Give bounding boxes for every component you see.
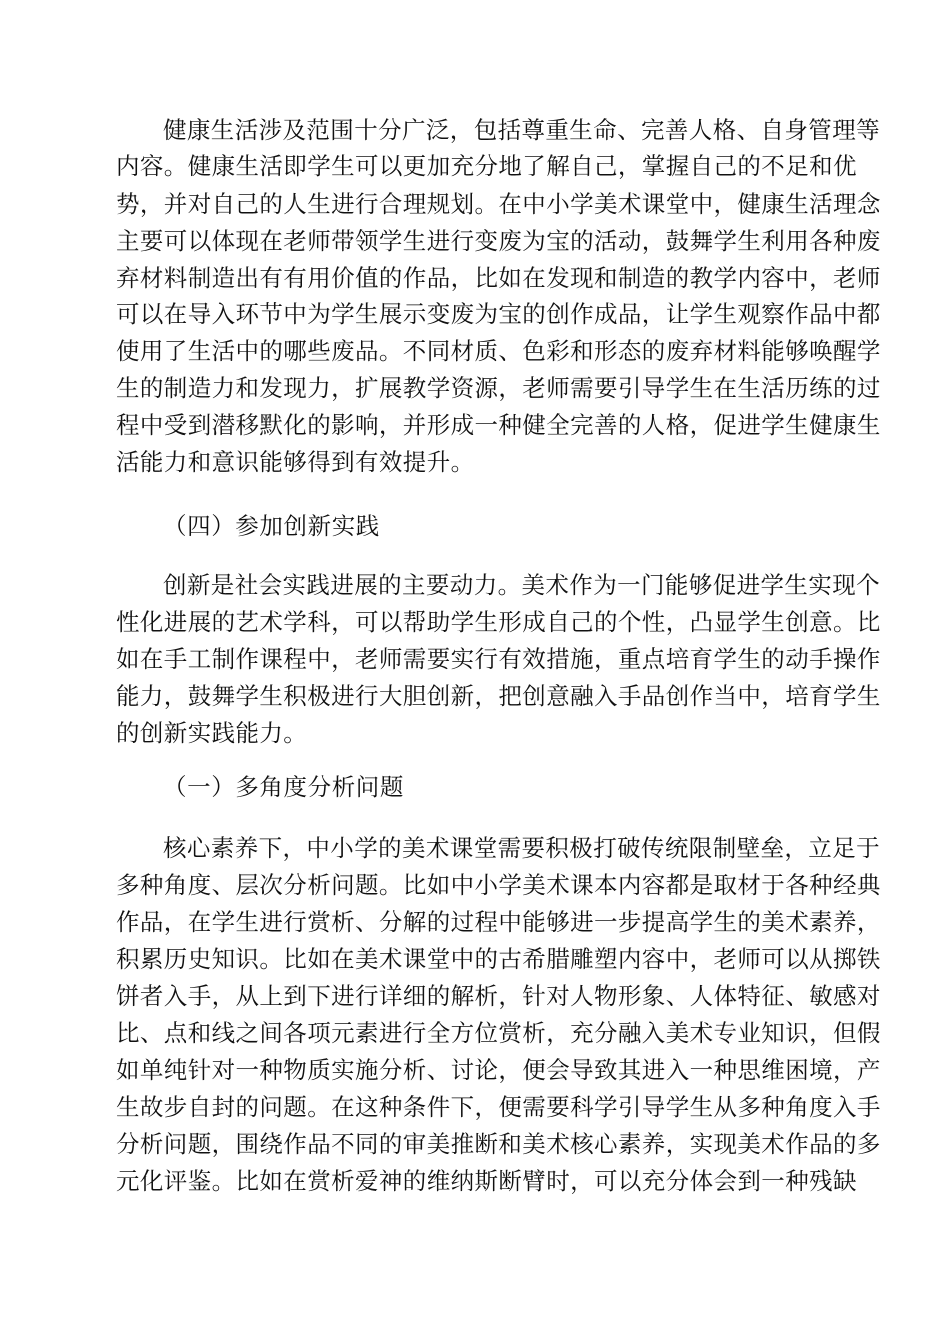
paragraph-3-line-7: 如单纯针对一种物质实施分析、讨论，便会导致其进入一种思维困境，产 xyxy=(116,1056,881,1084)
paragraph-3-line-1: 核心素养下，中小学的美术课堂需要积极打破传统限制壁垒，立足于 xyxy=(163,834,880,862)
paragraph-1-line-5: 弃材料制造出有有用价值的作品，比如在发现和制造的教学内容中，老师 xyxy=(116,264,881,292)
paragraph-1-line-10: 活能力和意识能够得到有效提升。 xyxy=(116,448,475,476)
paragraph-1-line-2: 内容。健康生活即学生可以更加充分地了解自己，掌握自己的不足和优 xyxy=(116,152,857,180)
paragraph-3-line-4: 积累历史知识。比如在美术课堂中的古希腊雕塑内容中，老师可以从掷铁 xyxy=(116,945,881,973)
paragraph-3-line-2: 多种角度、层次分析问题。比如中小学美术课本内容都是取材于各种经典 xyxy=(116,871,881,899)
paragraph-3-line-9: 分析问题，围绕作品不同的审美推断和美术核心素养，实现美术作品的多 xyxy=(116,1130,881,1158)
paragraph-1-line-1: 健康生活涉及范围十分广泛，包括尊重生命、完善人格、自身管理等 xyxy=(163,116,880,144)
paragraph-3-line-5: 饼者入手，从上到下进行详细的解析，针对人物形象、人体特征、敏感对 xyxy=(116,982,881,1010)
paragraph-1-line-8: 生的制造力和发现力，扩展教学资源，老师需要引导学生在生活历练的过 xyxy=(116,374,881,402)
paragraph-2-line-1: 创新是社会实践进展的主要动力。美术作为一门能够促进学生实现个 xyxy=(163,571,880,599)
paragraph-2-line-4: 能力，鼓舞学生积极进行大胆创新，把创意融入手品创作当中，培育学生 xyxy=(116,682,881,710)
paragraph-2-line-3: 如在手工制作课程中，老师需要实行有效措施，重点培育学生的动手操作 xyxy=(116,645,881,673)
paragraph-1-line-7: 使用了生活中的哪些废品。不同材质、色彩和形态的废弃材料能够唤醒学 xyxy=(116,337,881,365)
paragraph-1-line-3: 势，并对自己的人生进行合理规划。在中小学美术课堂中，健康生活理念 xyxy=(116,190,881,218)
paragraph-3-line-6: 比、点和线之间各项元素进行全方位赏析，充分融入美术专业知识，但假 xyxy=(116,1019,881,1047)
paragraph-3-line-10: 元化评鉴。比如在赏析爱神的维纳斯断臂时，可以充分体会到一种残缺 xyxy=(116,1167,857,1195)
paragraph-3-line-8: 生故步自封的问题。在这种条件下，便需要科学引导学生从多种角度入手 xyxy=(116,1093,881,1121)
paragraph-1-line-6: 可以在导入环节中为学生展示变废为宝的创作成品，让学生观察作品中都 xyxy=(116,300,881,328)
paragraph-1-line-4: 主要可以体现在老师带领学生进行变废为宝的活动，鼓舞学生利用各种废 xyxy=(116,227,881,255)
paragraph-2-line-2: 性化进展的艺术学科，可以帮助学生形成自己的个性，凸显学生创意。比 xyxy=(116,608,881,636)
section-heading-1: （一）多角度分析问题 xyxy=(163,773,404,801)
section-heading-4: （四）参加创新实践 xyxy=(163,512,380,540)
paragraph-1-line-9: 程中受到潜移默化的影响，并形成一种健全完善的人格，促进学生健康生 xyxy=(116,411,881,439)
paragraph-2-line-5: 的创新实践能力。 xyxy=(116,719,308,747)
paragraph-3-line-3: 作品，在学生进行赏析、分解的过程中能够进一步提高学生的美术素养， xyxy=(116,908,881,936)
